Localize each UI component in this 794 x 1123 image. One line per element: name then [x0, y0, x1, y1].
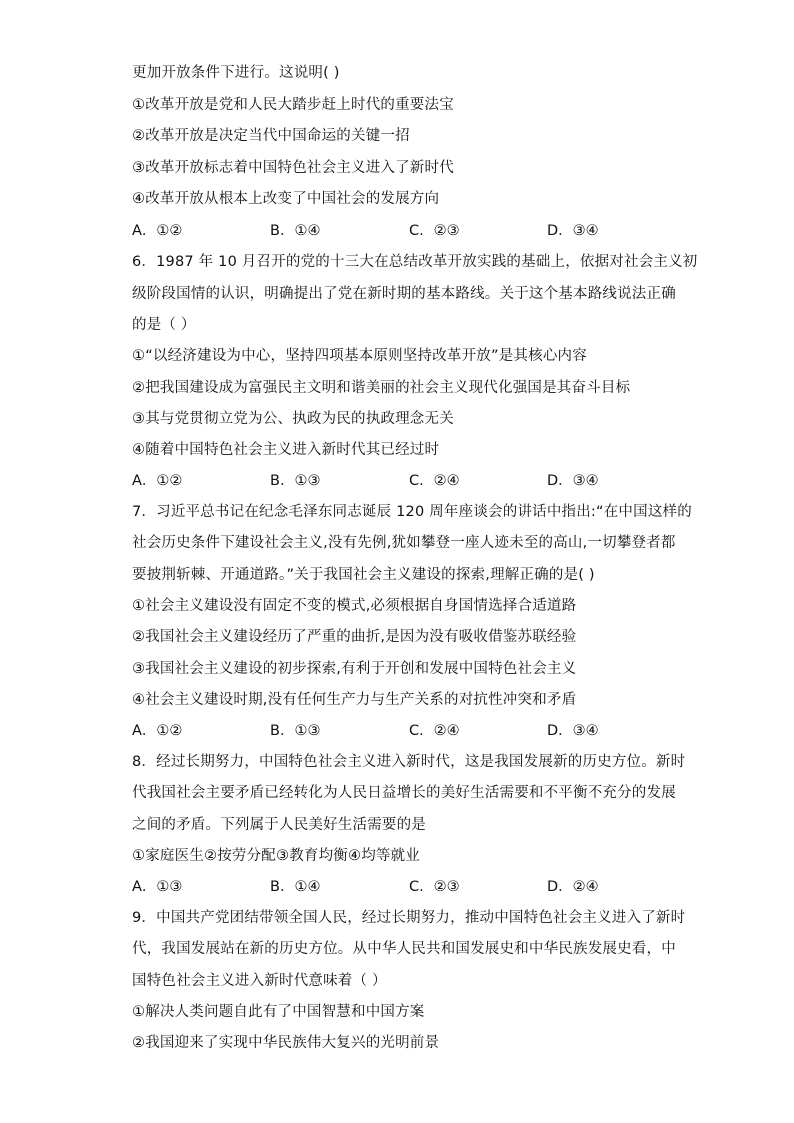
q9-stem-line-1: 9．中国共产党团结带领全国人民，经过长期努力，推动中国特色社会主义进入了新时: [132, 910, 686, 926]
q7-stem-line-3: 要披荆斩棘、开通道路。”关于我国社会主义建设的探索,理解正确的是( ): [132, 567, 595, 583]
q8-item-1: ①家庭医生②按劳分配③教育均衡④均等就业: [132, 848, 420, 864]
q7-stem-line-1: 7．习近平总书记在纪念毛泽东同志诞辰 120 周年座谈会的讲话中指出:“在中国这样的: [132, 504, 692, 520]
q6-stem-line-2: 级阶段国情的认识，明确提出了党在新时期的基本路线。关于这个基本路线说法正确: [132, 286, 676, 302]
q6-option-c: C．②④: [409, 473, 460, 489]
q6-option-d: D．③④: [547, 473, 599, 489]
q7-option-b: B．①③: [270, 723, 321, 739]
q6-option-b: B．①③: [270, 473, 321, 489]
q5-option-d: D．③④: [547, 223, 599, 239]
q5-item-3: ③改革开放标志着中国特色社会主义进入了新时代: [132, 160, 454, 176]
q6-stem-line-3: 的是（ ）: [132, 317, 196, 333]
q6-options: [132, 471, 692, 491]
q6-item-4: ④随着中国特色社会主义进入新时代其已经过时: [132, 442, 440, 458]
q6-option-a: A．①②: [132, 473, 183, 489]
q5-item-1: ①改革开放是党和人民大踏步赶上时代的重要法宝: [132, 97, 454, 113]
q9-stem-line-3: 国特色社会主义进入新时代意味着（ ）: [132, 973, 387, 989]
q5-option-a: A．①②: [132, 223, 183, 239]
q8-option-b: B．①④: [270, 879, 321, 895]
q5-option-c: C．②③: [409, 223, 460, 239]
q9-item-2: ②我国迎来了实现中华民族伟大复兴的光明前景: [132, 1035, 440, 1051]
q5-item-2: ②改革开放是决定当代中国命运的关键一招: [132, 128, 410, 144]
q7-options: [132, 721, 692, 741]
q7-item-1: ①社会主义建设没有固定不变的模式,必须根据自身国情选择合适道路: [132, 598, 577, 614]
q5-stem-line-1: 更加开放条件下进行。这说明( ): [132, 65, 340, 81]
q6-item-3: ③其与党贯彻立党为公、执政为民的执政理念无关: [132, 411, 454, 427]
q7-stem-line-2: 社会历史条件下建设社会主义,没有先例,犹如攀登一座人迹未至的高山,一切攀登者都: [132, 535, 676, 551]
q7-item-2: ②我国社会主义建设经历了严重的曲折,是因为没有吸收借鉴苏联经验: [132, 629, 577, 645]
q5-item-4: ④改革开放从根本上改变了中国社会的发展方向: [132, 191, 440, 207]
q9-stem-line-2: 代，我国发展站在新的历史方位。从中华人民共和国发展史和中华民族发展史看，中: [132, 941, 676, 957]
q7-item-3: ③我国社会主义建设的初步探索,有利于开创和发展中国特色社会主义: [132, 661, 577, 677]
q6-item-2: ②把我国建设成为富强民主文明和谐美丽的社会主义现代化强国是其奋斗目标: [132, 380, 631, 396]
q5-option-b: B．①④: [270, 223, 321, 239]
q8-stem-line-3: 之间的矛盾。下列属于人民美好生活需要的是: [132, 817, 426, 833]
q8-option-d: D．②④: [547, 879, 599, 895]
q8-stem-line-2: 代我国社会主要矛盾已经转化为人民日益增长的美好生活需要和不平衡不充分的发展: [132, 785, 676, 801]
q8-options: [132, 877, 692, 897]
q6-stem-line-1: 6．1987 年 10 月召开的党的十三大在总结改革开放实践的基础上，依据对社会主义初: [132, 254, 698, 270]
q8-option-c: C．②③: [409, 879, 460, 895]
q9-item-1: ①解决人类问题自此有了中国智慧和中国方案: [132, 1004, 425, 1020]
q8-stem-line-1: 8．经过长期努力，中国特色社会主义进入新时代，这是我国发展新的历史方位。新时: [132, 754, 686, 770]
q7-option-c: C．②④: [409, 723, 460, 739]
q7-option-d: D．③④: [547, 723, 599, 739]
q6-item-1: ①“以经济建设为中心，坚持四项基本原则坚持改革开放”是其核心内容: [132, 348, 587, 364]
q8-option-a: A．①③: [132, 879, 183, 895]
q7-item-4: ④社会主义建设时期,没有任何生产力与生产关系的对抗性冲突和矛盾: [132, 692, 577, 708]
q5-options: [132, 221, 692, 241]
q7-option-a: A．①②: [132, 723, 183, 739]
